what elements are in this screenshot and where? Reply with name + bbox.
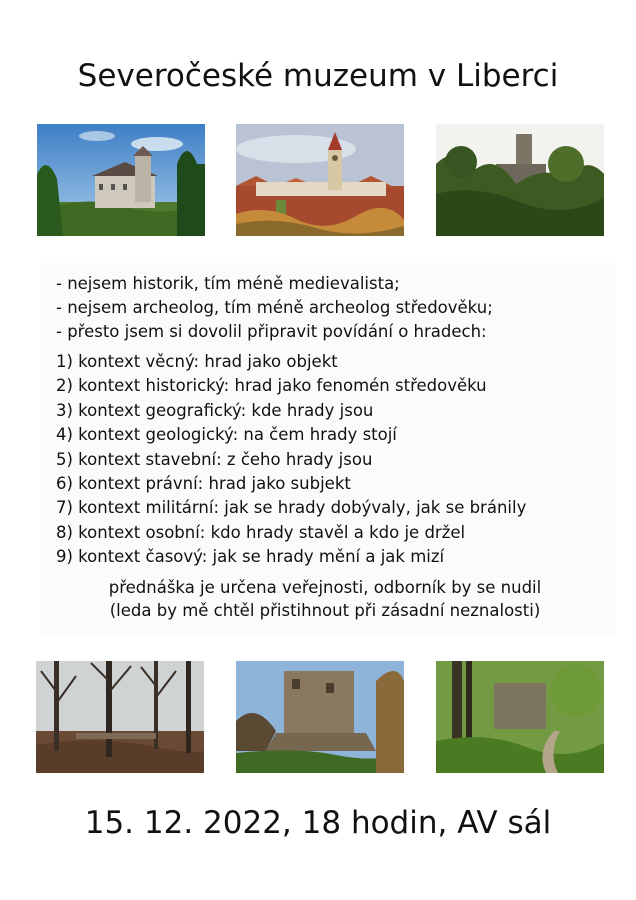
context-item: 4) kontext geologický: na čem hrady stojí (56, 425, 397, 445)
intro-line: - nejsem historik, tím méně medievalista; (56, 274, 400, 293)
context-list (56, 350, 526, 570)
note-line: (leda by mě chtěl přistihnout při zásadní neznalosti) (109, 601, 541, 620)
photo-stone-ruin (236, 661, 404, 773)
context-item: 7) kontext militární: jak se hrady dobývaly, jak se bránily (56, 498, 527, 518)
context-item: 1) kontext věcný: hrad jako objekt (56, 352, 338, 371)
context-item: 2) kontext historický: hrad jako fenomén středověku (56, 376, 487, 396)
context-item: 3) kontext geografický: kde hrady jsou (56, 400, 374, 420)
photo-ruin-forest (436, 124, 604, 236)
photo-green-ruin (436, 661, 604, 773)
photo-castle-hill (37, 124, 205, 236)
photo-town-tower (236, 124, 404, 236)
event-date-time: 15. 12. 2022, 18 hodin, AV sál (84, 805, 552, 841)
photo-woodland (36, 661, 204, 773)
context-item: 6) kontext právní: hrad jako subjekt (56, 474, 351, 494)
audience-note (40, 576, 610, 622)
intro-list (56, 272, 493, 344)
note-line: přednáška je určena veřejnosti, odborník by se nudil (108, 578, 542, 597)
context-item: 9) kontext časový: jak se hrady mění a jak mizí (56, 547, 445, 567)
context-item: 5) kontext stavební: z čeho hrady jsou (56, 449, 373, 469)
poster-title: Severočeské muzeum v Liberci (77, 58, 559, 94)
intro-line: - nejsem archeolog, tím méně archeolog středověku; (56, 298, 493, 317)
intro-line: - přesto jsem si dovolil připravit povídání o hradech: (56, 322, 487, 341)
context-item: 8) kontext osobní: kdo hrady stavěl a kdo je držel (56, 522, 466, 542)
